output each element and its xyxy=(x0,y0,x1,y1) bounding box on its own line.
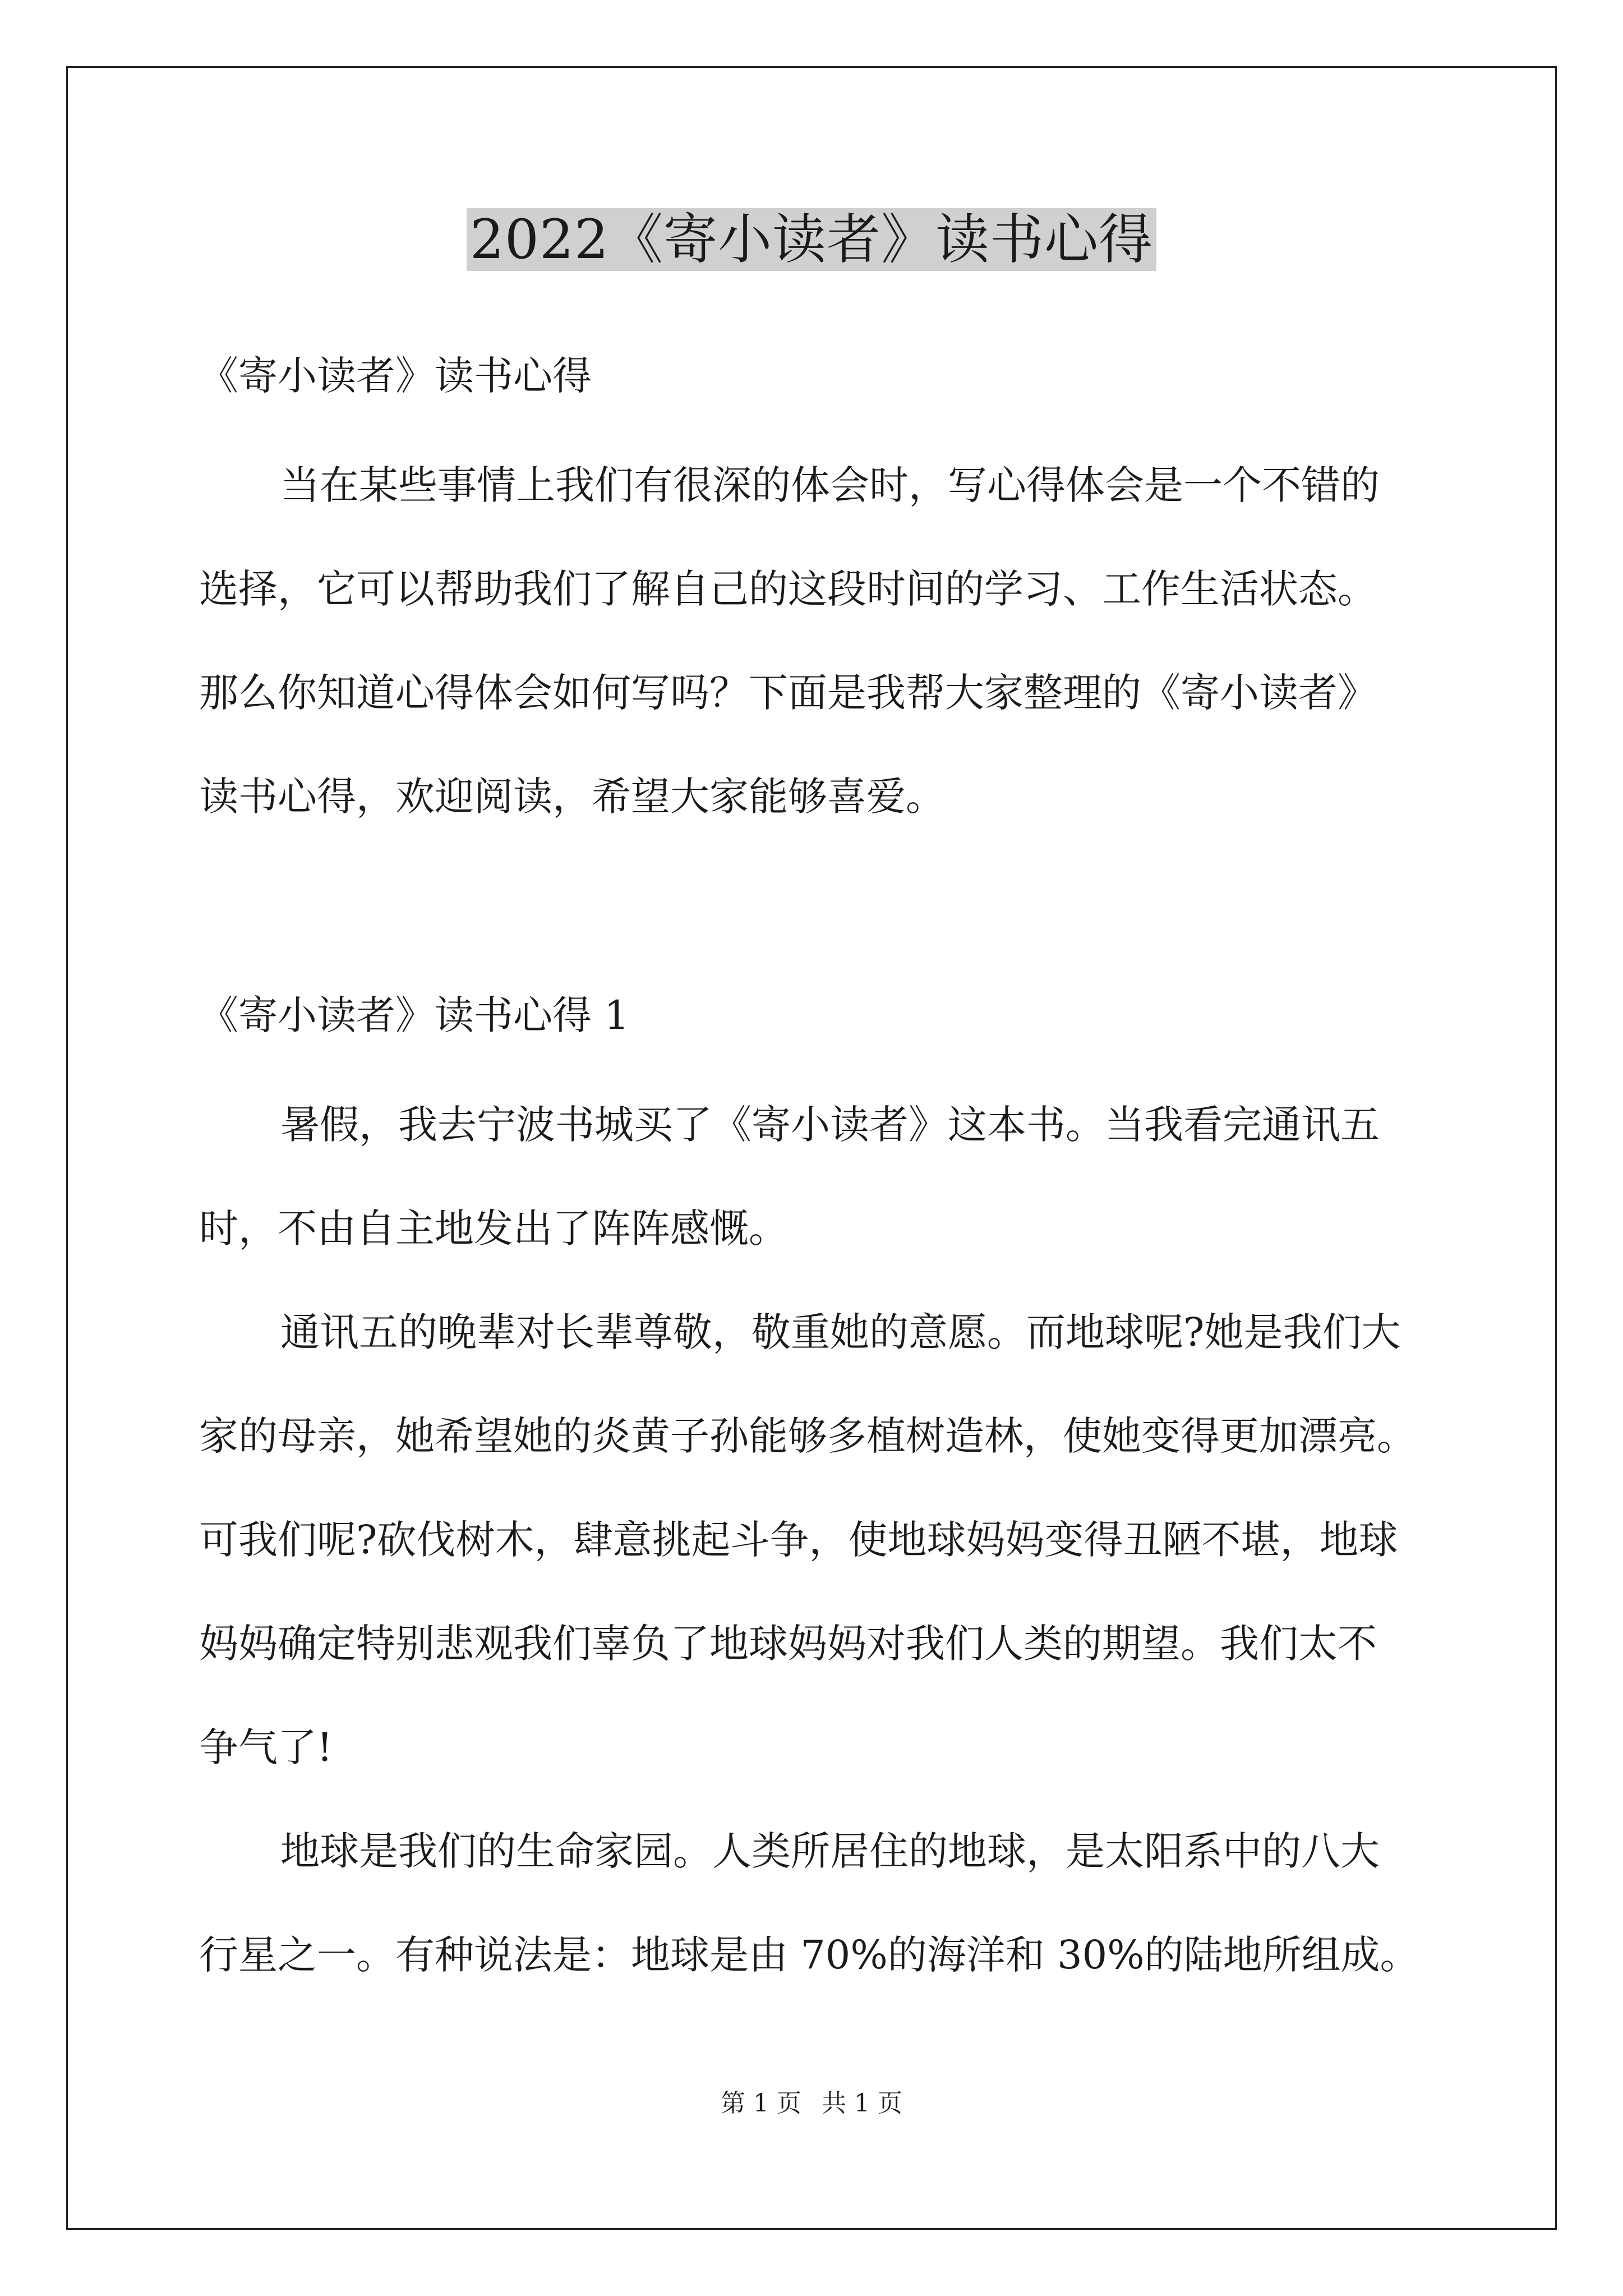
paragraph-line: 可我们呢?砍伐树木，肆意挑起斗争，使地球妈妈变得丑陋不堪，地球 xyxy=(199,1517,1398,1563)
document-title xyxy=(0,197,1623,282)
paragraph-line: 地球是我们的生命家园。人类所居住的地球，是太阳系中的八大 xyxy=(280,1828,1380,1874)
intro-line: 当在某些事情上我们有很深的体会时，写心得体会是一个不错的 xyxy=(280,462,1380,508)
paragraph-line: 暑假，我去宁波书城买了《寄小读者》这本书。当我看完通讯五 xyxy=(280,1102,1380,1148)
paragraph-line: 家的母亲，她希望她的炎黄子孙能够多植树造林，使她变得更加漂亮。 xyxy=(199,1413,1416,1459)
paragraph-line: 妈妈确定特别悲观我们辜负了地球妈妈对我们人类的期望。我们太不 xyxy=(199,1621,1377,1667)
intro-line: 选择，它可以帮助我们了解自己的这段时间的学习、工作生活状态。 xyxy=(199,566,1377,612)
intro-line: 那么你知道心得体会如何写吗？下面是我帮大家整理的《寄小读者》 xyxy=(199,670,1377,716)
paragraph-line: 通讯五的晚辈对长辈尊敬，敬重她的意愿。而地球呢?她是我们大 xyxy=(280,1309,1401,1355)
page-number: 第 1 页 xyxy=(721,2089,801,2118)
paragraph-line: 行星之一。有种说法是：地球是由 70%的海洋和 30%的陆地所组成。 xyxy=(199,1932,1419,1978)
document-title-text: 2022《寄小读者》读书心得 xyxy=(467,208,1156,271)
section-heading: 《寄小读者》读书心得 xyxy=(199,353,592,399)
paragraph-line: 时，不由自主地发出了阵阵感慨。 xyxy=(199,1205,788,1251)
page-total: 共 1 页 xyxy=(822,2089,902,2118)
section-heading: 《寄小读者》读书心得 1 xyxy=(199,992,629,1038)
intro-line: 读书心得，欢迎阅读，希望大家能够喜爱。 xyxy=(199,774,945,820)
paragraph-line: 争气了! xyxy=(199,1724,333,1770)
page-footer xyxy=(0,2087,1623,2120)
